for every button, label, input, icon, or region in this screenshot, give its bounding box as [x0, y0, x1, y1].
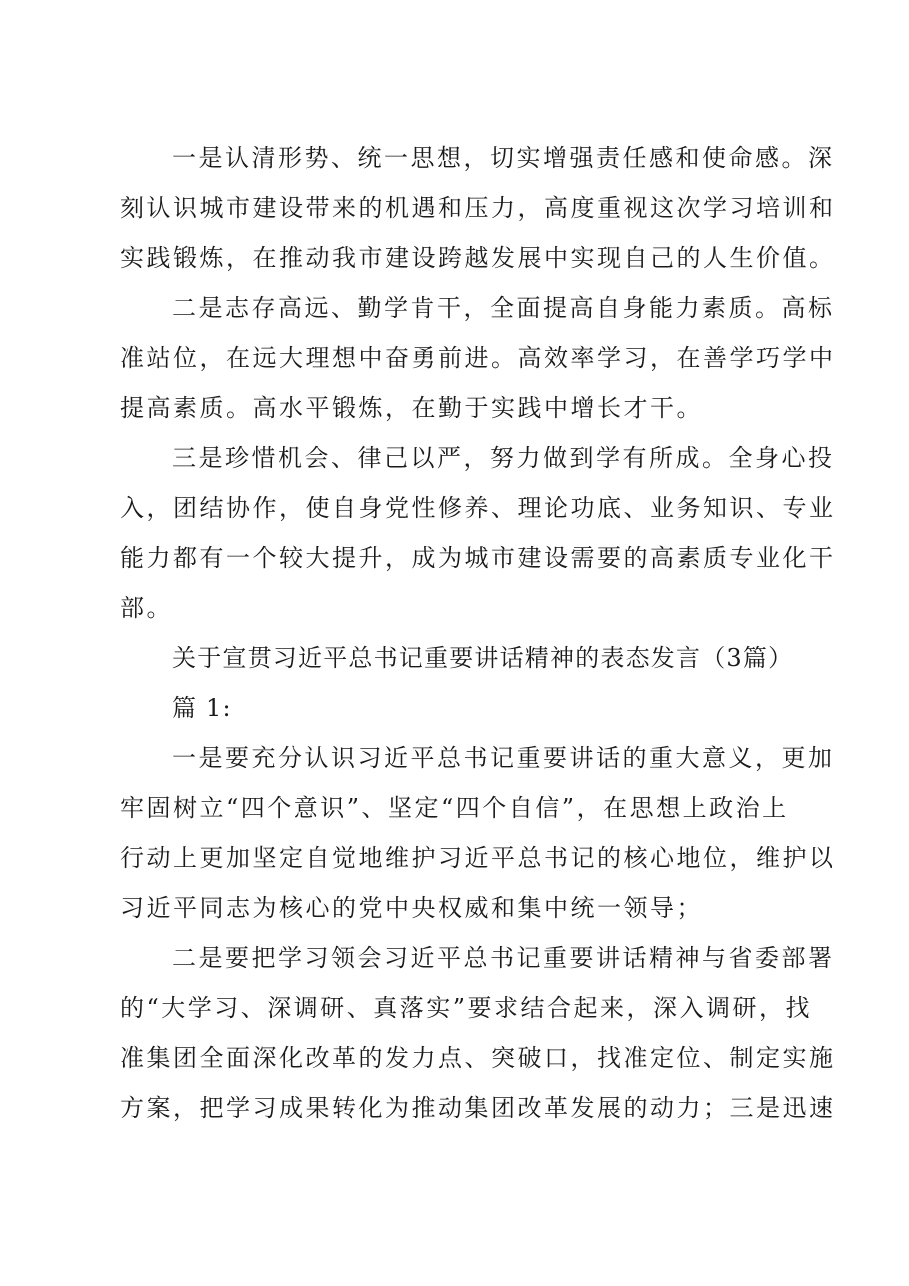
paragraph-line: 行动上更加坚定自觉地维护习近平总书记的核心地位，维护以 [120, 844, 836, 872]
paragraph-line: 能力都有一个较大提升，成为城市建设需要的高素质专业化干 [120, 544, 836, 572]
paragraph-line: 习近平同志为核心的党中央权威和集中统一领导； [120, 894, 703, 922]
paragraph-3 [120, 440, 836, 626]
paragraph-line: 二是志存高远、勤学肯干，全面提高自身能力素质。高标 [172, 294, 835, 322]
document-heading: 关于宣贯习近平总书记重要讲话精神的表态发言（3篇） [172, 644, 794, 672]
paragraph-1 [120, 140, 836, 276]
document-body [120, 140, 836, 1126]
paragraph-line: 三是珍惜机会、律己以严，努力做到学有所成。全身心投 [172, 444, 835, 472]
paragraph-line: 方案，把学习成果转化为推动集团改革发展的动力；三是迅速 [120, 1094, 836, 1122]
paragraph-line: 实践锻炼，在推动我市建设跨越发展中实现自己的人生价值。 [120, 244, 836, 272]
section-label: 篇 1: [172, 694, 232, 722]
paragraph-line: 提高素质。高水平锻炼，在勤于实践中增长才干。 [120, 394, 703, 422]
paragraph-line: 的“大学习、深调研、真落实”要求结合起来，深入调研，找 [120, 994, 813, 1022]
paragraph-line: 牢固树立“四个意识”、坚定“四个自信”，在思想上政治上 [120, 794, 789, 822]
paragraph-line: 一是认清形势、统一思想，切实增强责任感和使命感。深 [172, 144, 835, 172]
paragraph-line: 准集团全面深化改革的发力点、突破口，找准定位、制定实施 [120, 1044, 836, 1072]
paragraph-4 [120, 740, 836, 926]
paragraph-line: 二是要把学习领会习近平总书记重要讲话精神与省委部署 [172, 944, 835, 972]
paragraph-line: 入，团结协作，使自身党性修养、理论功底、业务知识、专业 [120, 494, 836, 522]
paragraph-line: 一是要充分认识习近平总书记重要讲话的重大意义，更加 [172, 744, 835, 772]
paragraph-2 [120, 290, 836, 426]
paragraph-line: 刻认识城市建设带来的机遇和压力，高度重视这次学习培训和 [120, 194, 836, 222]
paragraph-5 [120, 940, 836, 1126]
paragraph-line: 准站位，在远大理想中奋勇前进。高效率学习，在善学巧学中 [120, 344, 836, 372]
paragraph-line: 部。 [120, 594, 173, 622]
